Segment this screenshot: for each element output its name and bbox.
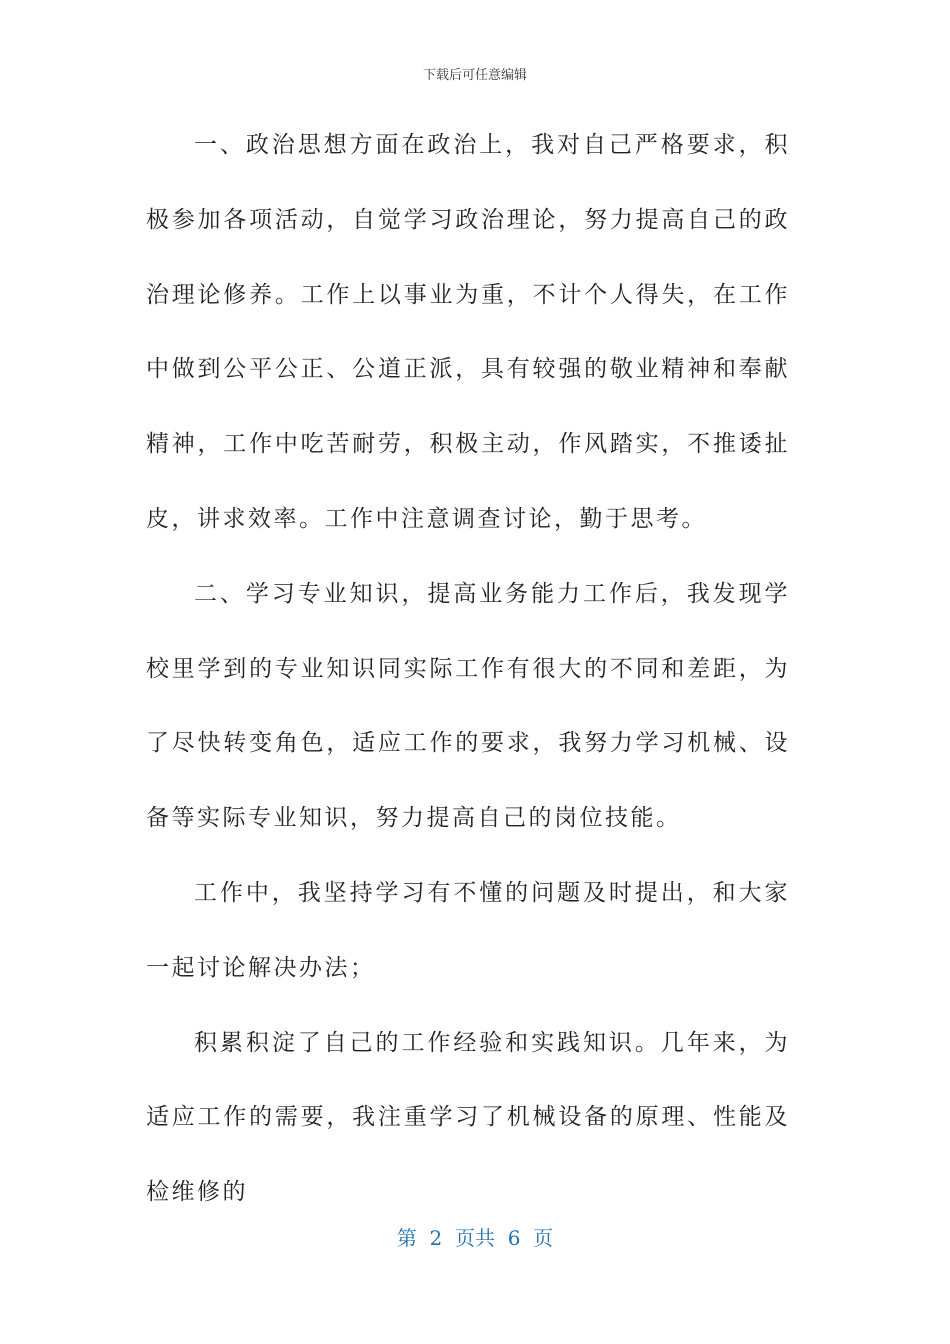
- page-footer: [0, 1224, 950, 1252]
- paragraph-political: 一、政治思想方面在政治上，我对自己严格要求，积极参加各项活动，自觉学习政治理论，努力提高自己的政治理论修养。工作上以事业为重，不计个人得失，在工作中做到公平公正、公道正派，具有较强的敬业精神和奉献精神，工作中吃苦耐劳，积极主动，作风踏实，不推诿扯皮，讲求效率。工作中注意调查讨论，勤于思考。: [146, 132, 790, 532]
- paragraph-professional: 二、学习专业知识，提高业务能力工作后，我发现学校里学到的专业知识同实际工作有很大的不同和差距，为了尽快转变角色，适应工作的要求，我努力学习机械、设备等实际专业知识，努力提高自己的岗位技能。: [146, 580, 790, 832]
- document-body: [146, 108, 790, 1230]
- paragraph-discussion: 工作中，我坚持学习有不懂的问题及时提出，和大家一起讨论解决办法；: [146, 879, 790, 981]
- footer-suffix: 页: [533, 1226, 554, 1250]
- paragraph-experience: 积累积淀了自己的工作经验和实践知识。几年来，为适应工作的需要，我注重学习了机械设备的原理、性能及检维修的: [146, 1029, 790, 1206]
- footer-prefix: 第: [396, 1226, 417, 1250]
- page-header: [0, 66, 950, 86]
- footer-total-pages: 6: [507, 1226, 521, 1250]
- header-text: 下载后可任意编辑: [422, 68, 527, 83]
- footer-current-page: 2: [429, 1226, 443, 1250]
- footer-middle: 页共: [455, 1226, 495, 1250]
